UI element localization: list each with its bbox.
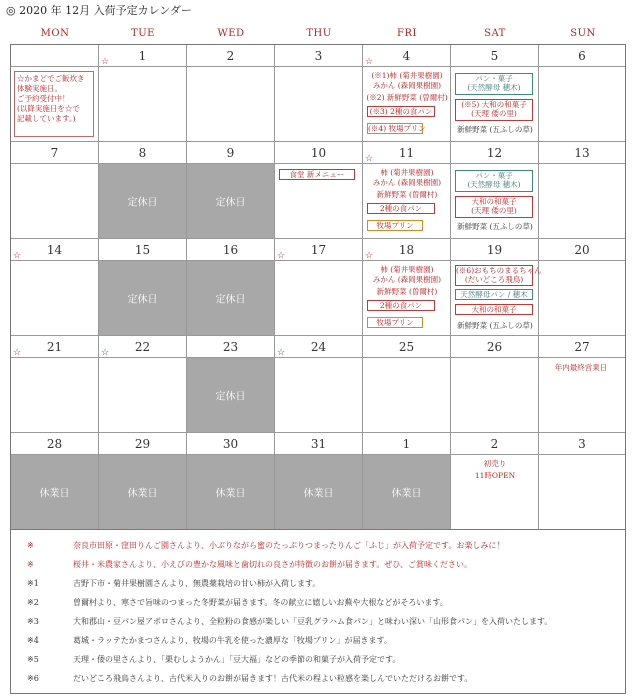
calendar-day-cell[interactable] — [451, 336, 539, 433]
day-number: 26 — [486, 340, 503, 354]
day-number: 10 — [310, 146, 327, 160]
closed-day-block — [187, 164, 274, 238]
closed-day-block — [187, 358, 274, 432]
product-mikan: みかん (森岡果樹園) — [372, 81, 442, 90]
calendar-day-cell[interactable] — [99, 142, 187, 239]
closed-day-block — [187, 261, 274, 335]
day-number: 18 — [398, 243, 415, 257]
day-number: 2 — [490, 437, 499, 451]
calendar-day-cell[interactable] — [99, 336, 187, 433]
page-title: ◎ 2020 年 12月 入荷予定カレンダー — [6, 4, 192, 17]
day-number: 27 — [574, 340, 590, 354]
product-vegetables: 新鮮野菜 (曽爾村) — [376, 190, 438, 199]
kamado-note — [14, 71, 94, 137]
product-source: (天理 倭の里) — [471, 109, 517, 118]
calendar-day-cell[interactable] — [275, 45, 363, 142]
note-text: 大和郡山・豆パン屋アポロさんより、全粒粉の食感が楽しい「豆乳グラハム食パン」と味わい深い「山形食パン」を入荷いたします。 — [73, 617, 553, 626]
product-source: (天然酵母 穂木) — [467, 180, 521, 189]
note-row — [27, 654, 400, 665]
product-vegetables: 新鮮野菜 (五ふしの草) — [457, 222, 533, 231]
calendar-day-cell[interactable] — [187, 433, 275, 529]
note-mark: ※4 — [27, 636, 39, 645]
note-row — [27, 616, 552, 627]
calendar-day-cell[interactable] — [99, 45, 187, 142]
day-number: 5 — [490, 49, 499, 63]
star-icon: ☆ — [365, 57, 374, 67]
note-text: 桜井・米農家さんより、小えびの豊かな風味と歯切れの良さが特徴のお餅が届きます。ぜひ、ご賞味ください。 — [73, 560, 473, 569]
product-bread-sweets — [455, 73, 533, 95]
note-row — [27, 635, 392, 646]
holiday-block — [187, 455, 274, 529]
note-line: 記載しています。) — [17, 114, 76, 123]
product-bread: 2種の食パン — [367, 203, 435, 214]
star-icon: ☆ — [277, 348, 286, 358]
product-mikan: みかん (森岡果樹園) — [372, 275, 442, 284]
star-icon: ☆ — [13, 348, 22, 358]
closed-label: 定休日 — [215, 197, 246, 209]
star-icon: ☆ — [277, 251, 286, 261]
calendar-day-cell[interactable] — [275, 433, 363, 529]
dow-thu: THU — [306, 28, 332, 39]
day-number: 12 — [486, 146, 503, 160]
day-number: 24 — [310, 340, 327, 354]
day-number: 15 — [134, 243, 151, 257]
calendar-day-cell[interactable] — [539, 142, 625, 239]
product-name: (※5) 大和の和菓子 — [461, 100, 527, 109]
calendar-day-cell[interactable] — [363, 433, 451, 529]
product-pudding: 牧場プリン — [367, 317, 423, 328]
note-row — [27, 597, 448, 608]
day-header — [11, 45, 98, 67]
dow-fri: FRI — [397, 28, 417, 39]
notes-section — [10, 530, 626, 694]
product-pudding: 牧場プリン — [367, 220, 423, 231]
day-number: 22 — [134, 340, 151, 354]
closed-label: 定休日 — [215, 391, 246, 403]
star-icon: ☆ — [13, 251, 22, 261]
note-line: (以降実施日を☆で — [17, 104, 80, 113]
day-number: 9 — [226, 146, 235, 160]
product-kaki: 柿 (菊井果樹園) — [380, 168, 434, 177]
holiday-block — [99, 455, 186, 529]
calendar-day-cell[interactable] — [363, 239, 451, 336]
day-number: 11 — [398, 146, 415, 160]
star-icon: ☆ — [365, 251, 374, 261]
holiday-block — [275, 455, 362, 529]
calendar-day-cell[interactable] — [11, 336, 99, 433]
product-bread: 2種の食パン — [367, 300, 435, 311]
closed-day-block — [99, 261, 186, 335]
calendar-day-cell[interactable] — [11, 433, 99, 529]
dow-mon: MON — [40, 28, 70, 39]
product-source: (天然酵母 穂木) — [467, 83, 521, 92]
note-line: ☆かまどでご飯炊き — [17, 74, 85, 83]
closed-label: 休業日 — [39, 488, 70, 500]
dow-wed: WED — [217, 28, 245, 39]
calendar-day-cell[interactable] — [275, 336, 363, 433]
note-mark: ※6 — [27, 674, 39, 683]
day-number: 31 — [310, 437, 327, 451]
closed-label: 休業日 — [215, 488, 246, 500]
note-mark: ※1 — [27, 579, 39, 588]
note-line: 体験実施日。 — [17, 84, 62, 93]
dow-sun: SUN — [570, 28, 596, 39]
note-mark: ※3 — [27, 617, 39, 626]
note-text: だいどころ飛鳥さんより、古代米入りのお餅が届きます！古代米の程よい粒感を楽しんでいただけるお餅です。 — [73, 674, 473, 683]
closed-label: 休業日 — [303, 488, 334, 500]
calendar-grid — [10, 44, 626, 530]
calendar-day-cell[interactable] — [11, 142, 99, 239]
product-kaki: (※1)柿 (菊井果樹園) — [371, 71, 443, 80]
note-mark: ※5 — [27, 655, 39, 664]
day-number: 17 — [310, 243, 327, 257]
opening-time: 11時OPEN — [474, 471, 516, 480]
day-number: 8 — [138, 146, 147, 160]
day-number: 20 — [574, 243, 590, 257]
day-number: 4 — [402, 49, 411, 63]
note-text: 奈良市田原・窪田りんご園さんより、小ぶりながら蜜のたっぷりつまったりんご「ふじ」が入荷予定です。お楽しみに！ — [73, 541, 505, 550]
calendar-day-cell[interactable] — [187, 336, 275, 433]
calendar-day-cell[interactable] — [363, 142, 451, 239]
new-menu-tag: 食堂 新メニュー — [279, 169, 355, 180]
dow-tue: TUE — [131, 28, 155, 39]
calendar-day-cell[interactable] — [99, 239, 187, 336]
day-number: 13 — [574, 146, 590, 160]
note-text: 葛城・ラッテたかまつさんより、牧場の牛乳を使った濃厚な「牧場プリン」が届きます。 — [73, 636, 392, 645]
calendar-day-cell[interactable] — [451, 239, 542, 336]
note-text: 吉野下市・菊井果樹園さんより、無農薬栽培の甘い柿が入荷します。 — [73, 579, 321, 588]
day-number: 16 — [222, 243, 239, 257]
note-row — [27, 559, 472, 570]
product-mochi — [455, 265, 542, 286]
product-source: (だいどころ飛鳥) — [464, 275, 524, 284]
day-number: 28 — [46, 437, 63, 451]
product-bread-sweets — [455, 170, 533, 192]
calendar-day-cell[interactable] — [539, 45, 625, 142]
product-name: 大和の和菓子 — [471, 197, 517, 206]
calendar-day-cell[interactable] — [11, 239, 99, 336]
calendar-day-cell[interactable] — [363, 45, 451, 142]
note-row — [27, 578, 320, 589]
closed-label: 定休日 — [127, 294, 158, 306]
day-number: 3 — [578, 437, 586, 451]
dow-sat: SAT — [484, 28, 506, 39]
holiday-block — [363, 455, 450, 529]
product-pudding: (※4) 牧場プリン — [368, 124, 426, 133]
calendar-day-cell[interactable] — [539, 239, 625, 336]
day-number: 23 — [222, 340, 239, 354]
day-number: 29 — [134, 437, 151, 451]
product-bread: 天然酵母パン / 穂木 — [455, 289, 533, 300]
closed-label: 定休日 — [215, 294, 246, 306]
day-number: 3 — [314, 49, 323, 63]
day-number: 14 — [46, 243, 63, 257]
calendar-day-cell[interactable] — [539, 433, 625, 529]
calendar-day-cell[interactable] — [11, 45, 99, 142]
new-year-sale: 初売り — [483, 459, 507, 468]
day-number: 21 — [46, 340, 63, 354]
closed-label: 休業日 — [127, 488, 158, 500]
star-icon: ☆ — [365, 154, 374, 164]
note-mark: ※2 — [27, 598, 39, 607]
day-number: 25 — [398, 340, 415, 354]
note-text: 天理・倭の里さんより、「栗むしようかん」「豆大福」などの季節の和菓子が入荷予定です。 — [73, 655, 401, 664]
note-mark: ※ — [27, 560, 34, 569]
calendar-day-cell[interactable] — [275, 239, 363, 336]
star-icon: ☆ — [101, 57, 110, 67]
product-wagashi — [455, 99, 533, 121]
product-kaki: 柿 (菊井果樹園) — [380, 265, 434, 274]
product-vegetables: (※2) 新鮮野菜 (曽爾村) — [366, 93, 448, 102]
star-icon: ☆ — [101, 348, 110, 358]
note-mark: ※ — [27, 541, 34, 550]
closed-label: 定休日 — [127, 197, 158, 209]
product-vegetables: 新鮮野菜 (五ふしの草) — [457, 125, 533, 134]
calendar-day-cell[interactable] — [275, 142, 363, 239]
product-bread: (※3) 2種の食パン — [367, 106, 435, 117]
day-number: 2 — [226, 49, 235, 63]
product-wagashi — [455, 196, 533, 218]
day-number: 30 — [222, 437, 239, 451]
product-name: (※6)おもちのまるちゃん — [456, 266, 542, 275]
product-mikan: みかん (森岡果樹園) — [372, 178, 442, 187]
calendar-day-cell[interactable] — [451, 142, 539, 239]
note-text: 曽爾村より、寒さで旨味のつまった冬野菜が届きます。冬の献立に嬉しいお蕪や大根などがそろいます。 — [73, 598, 448, 607]
day-number: 19 — [486, 243, 503, 257]
product-vegetables: 新鮮野菜 (曽爾村) — [376, 287, 438, 296]
note-row — [27, 673, 472, 684]
calendar-day-cell[interactable] — [187, 239, 275, 336]
calendar-day-cell[interactable] — [99, 433, 187, 529]
calendar-day-cell[interactable] — [363, 336, 451, 433]
calendar-day-cell[interactable] — [187, 45, 275, 142]
calendar-day-cell[interactable] — [539, 336, 625, 433]
closed-label: 休業日 — [391, 488, 422, 500]
day-number: 6 — [578, 49, 586, 63]
day-number: 7 — [50, 146, 59, 160]
calendar-day-cell[interactable] — [451, 433, 539, 529]
note-row — [27, 540, 504, 551]
closed-day-block — [99, 164, 186, 238]
day-number: 1 — [402, 437, 411, 451]
note-line: ご予約受付中！ — [17, 94, 70, 103]
product-wagashi: 大和の和菓子 — [455, 304, 533, 315]
holiday-block — [11, 455, 98, 529]
product-name: パン・菓子 — [475, 74, 513, 83]
product-vegetables: 新鮮野菜 (五ふしの草) — [457, 321, 533, 330]
last-business-day: 年内最終営業日 — [554, 363, 608, 372]
product-source: (天理 倭の里) — [471, 206, 517, 215]
day-number: 1 — [138, 49, 147, 63]
calendar-day-cell[interactable] — [187, 142, 275, 239]
calendar-day-cell[interactable] — [451, 45, 539, 142]
product-name: パン・菓子 — [475, 171, 513, 180]
